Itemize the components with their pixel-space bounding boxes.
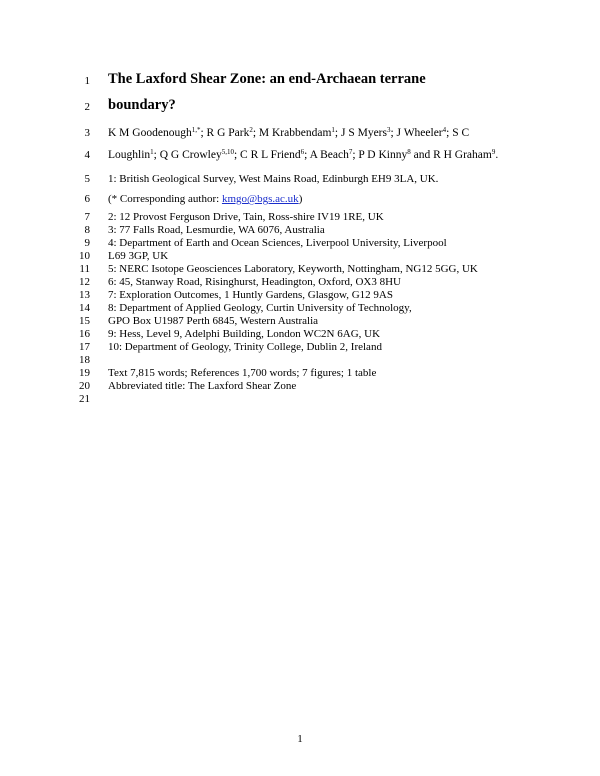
- affiliation-7: 7: Exploration Outcomes, 1 Huntly Gardens, Glasgow, G12 9AS: [108, 289, 393, 301]
- author-list-end: .: [495, 149, 499, 161]
- author-name: K M Goodenough: [108, 127, 192, 139]
- line-number: 21: [79, 393, 90, 405]
- author-name: Loughlin: [108, 149, 151, 161]
- affiliation-4-cont: L69 3GP, UK: [108, 250, 169, 262]
- affiliation-5: 5: NERC Isotope Geosciences Laboratory, Keyworth, Nottingham, NG12 5GG, UK: [108, 263, 478, 275]
- line-number: 15: [79, 315, 90, 327]
- line-number: 17: [79, 341, 90, 353]
- title-line-1: The Laxford Shear Zone: an end-Archaean terrane: [108, 71, 426, 87]
- line-number: 4: [84, 149, 90, 161]
- line-number: 16: [79, 328, 90, 340]
- affiliation-9: 9: Hess, Level 9, Adelphi Building, London WC2N 6AG, UK: [108, 328, 381, 340]
- corresponding-suffix: ): [298, 193, 303, 205]
- author-name: ; Q G Crowley: [153, 149, 222, 161]
- author-name: ; C R L Friend: [233, 149, 301, 161]
- affiliation-4: 4: Department of Earth and Ocean Sciences, Liverpool University, Liverpool: [108, 237, 447, 249]
- line-number: 13: [79, 289, 90, 301]
- author-name: and R H Graham: [410, 149, 492, 161]
- line-number: 7: [84, 211, 90, 223]
- line-number: 5: [84, 173, 90, 185]
- word-count: Text 7,815 words; References 1,700 words; 7 figures; 1 table: [108, 367, 377, 379]
- author-name: ; R G Park: [200, 127, 250, 139]
- corresponding-prefix: (* Corresponding author:: [108, 193, 222, 205]
- author-affiliation-mark: 5,10: [221, 148, 234, 156]
- title-line-2: boundary?: [108, 97, 176, 113]
- author-affiliation-mark: 6: [300, 148, 305, 156]
- line-number: 8: [84, 224, 90, 236]
- corresponding-email-link[interactable]: kmgo@bgs.ac.uk: [221, 193, 299, 205]
- line-number: 11: [79, 263, 90, 275]
- abbreviated-title: Abbreviated title: The Laxford Shear Zone: [108, 380, 297, 392]
- line-number: 18: [79, 354, 90, 366]
- author-affiliation-mark: 3: [386, 126, 391, 134]
- author-affiliation-mark: 1,*: [191, 126, 201, 134]
- author-name: ; P D Kinny: [352, 149, 408, 161]
- line-number: 12: [79, 276, 90, 288]
- affiliation-3: 3: 77 Falls Road, Lesmurdie, WA 6076, Australia: [108, 224, 325, 236]
- line-number: 2: [84, 101, 90, 113]
- author-name: ; A Beach: [304, 149, 349, 161]
- line-number: 3: [84, 127, 90, 139]
- line-number: 20: [79, 380, 90, 392]
- author-affiliation-mark: 1: [150, 148, 154, 156]
- line-number: 19: [79, 367, 90, 379]
- line-number: 1: [84, 75, 90, 87]
- affiliation-2: 2: 12 Provost Ferguson Drive, Tain, Ross-shire IV19 1RE, UK: [108, 211, 384, 223]
- affiliation-1: 1: British Geological Survey, West Mains Road, Edinburgh EH9 3LA, UK.: [108, 173, 439, 185]
- author-affiliation-mark: 7: [348, 148, 353, 156]
- author-name: ; S C: [446, 127, 470, 139]
- affiliation-8: 8: Department of Applied Geology, Curtin University of Technology,: [108, 302, 412, 314]
- author-name: ; J S Myers: [334, 127, 387, 139]
- author-affiliation-mark: 2: [249, 126, 253, 134]
- author-list-line-1: [108, 127, 469, 139]
- author-affiliation-mark: 4: [442, 126, 447, 134]
- line-number: 9: [84, 237, 90, 249]
- author-name: ; J Wheeler: [390, 127, 443, 139]
- line-number: 10: [79, 250, 90, 262]
- corresponding-author: [108, 193, 302, 205]
- affiliation-8-cont: GPO Box U1987 Perth 6845, Western Australia: [108, 315, 319, 327]
- author-affiliation-mark: 8: [407, 148, 411, 156]
- author-affiliation-mark: 9: [491, 148, 496, 156]
- affiliation-10: 10: Department of Geology, Trinity College, Dublin 2, Ireland: [108, 341, 382, 353]
- author-affiliation-mark: 1: [331, 126, 335, 134]
- author-list-line-2: [108, 149, 498, 161]
- line-number: 6: [84, 193, 90, 205]
- author-name: ; M Krabbendam: [252, 127, 332, 139]
- line-number: 14: [79, 302, 90, 314]
- page-number: 1: [297, 733, 303, 745]
- affiliation-6: 6: 45, Stanway Road, Risinghurst, Headington, Oxford, OX3 8HU: [108, 276, 402, 288]
